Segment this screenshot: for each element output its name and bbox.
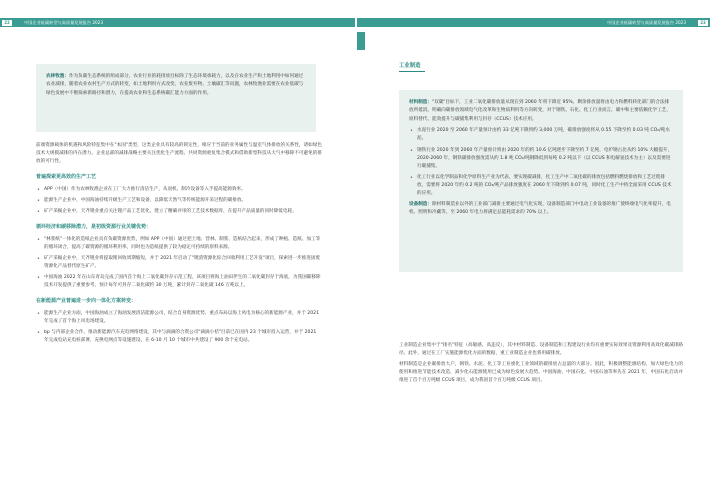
list-item: • bp 与内部企业合作，推动新能源汽车充电网络建设，其中与滴滴的合资公司"滴滴小桔"目前已在国内 23 个城市投入运营，并于 2021 年完成电站充电桩部署，充换电网点等设施建设，在 6-10 月 10 个城市中共建设了 900 余个充电站。 [36,329,322,345]
list-item: • 矿产采掘企业中，天齐锂业重点关注锂产品工艺优化，建立了精确评审的工艺技术数据库，在提升产品质量的同时降低电耗。 [36,208,322,216]
left-header-title: 中国企业低碳转型与高质量发展报告 2023 [24,20,103,25]
manufacturing-highlight-panel [399,90,683,272]
list-item: • 能源生产企业方面，中国海油成立了海油发展清洁能源公司，结合自身资源优势，重点布局以海上风电为核心的新能源产业，并于 2021 年完成了首个海上风电场建设。 [36,310,322,326]
materials-list [409,127,673,197]
left-page-header [0,18,355,27]
right-header-title: 中国企业低碳转型与高质量发展报告 2023 [607,20,686,25]
circular-economy-list [36,236,322,290]
list-item: • 中国海油 2022 年在山东青岛完成了国内首个海上二氧化碳封存示范工程，该项目将海上油田伴生的二氧化碳封存于海底，为我国碳移除技术开发提供了重要参考，预计每年可封存二氧化碳约 30 万吨，累计封存二氧化碳 146 万吨以上。 [36,274,322,290]
materials-lead: 材料制造： [409,100,432,105]
section-title-new-energy: 在新能源产业普遍进一步向一体化方案转变： [36,297,137,304]
agriculture-lead: 农林牧渔： [46,74,69,79]
equipment-paragraph [409,201,673,218]
list-item: • 钢铁行业 2020 年到 2060 年产量预计将由 2020 年的约 10.6 亿吨逐步下降至约 7 亿吨，电炉钢占比从约 10% 大幅提升，2020-2060 年，钢铁碳排放强度需从约 1.8 吨 CO₂/吨钢降低到每吨 0.2 吨以下（以 CCUS 和电解氢技术为主）以及需要进行碳捕集。 [409,147,673,171]
list-item: • 矿产采掘企业中，天齐锂业将提取锂回收周期缩短，并于 2021 年启动了"锂渣资源化综合回收利用工艺开发"项目，探索进一步推进固废资源化产品替代原生矿产。 [36,255,322,271]
equipment-text: 除材料制造业以外的工业部门减排主要通过电气化实现，设备制造部门中电动工业设备的推广使终端电气化率提升，电机、照明和冷藏等，至 2060 年电力将满足总能耗需求的 70% 以上。 [409,201,671,216]
list-item: • "林浆纸"一体化的造纸企业具有负碳资源优势，例如 APP（中国）通过把土地、营林、制浆、造纸结合起来，形成了种植、造纸、加工等的循环闭合，提高了碳资源的循环利用率，同时也为造纸提供了较为稳定可持续的原料来源。 [36,236,322,252]
section-accent-bar [357,32,365,50]
list-item: • 能源生产企业中，中国海油持续升级生产工艺和设备，以降低天然气等传统能源开采过程的碳排放。 [36,197,322,205]
right-paragraph-1: 工业制造企业集中于"排名"特征（高敏感、高违反），其中材料制造、设备制造和工程建设行业均有重要实际效果及资源利用高效化碳减排路径。此外，通过在工厂实施能源优化方面的数据，重工业制造企业也将用碳排放。 [399,343,683,357]
equipment-lead: 设备制造： [409,201,432,207]
right-page-header [357,18,710,27]
list-item: • APP（中国）作为农林牧渔企业在工厂大力推行清洁生产，从而机、制冷设备等入手提高能源效率。 [36,186,322,194]
section-heading-industrial-manufacturing: 工业制造 [399,63,421,69]
new-energy-list [36,310,322,345]
section-heading-underline [399,71,425,72]
materials-paragraph [409,99,673,124]
left-page-number: 22 [2,20,12,26]
agriculture-paragraph [46,73,306,98]
list-item: • 化工行业以化学制品和化学原料生产业为代表，要实现碳减排，化工生产中二氧化碳的排放包括燃料燃烧排放和工艺过程排放，需要将 2020 年约 0.2 吨的 CO₂/吨产品排放强度在 2060 年下降到约 0.07 吨，同时化工生产中将全面采用 CCUS 技术的应用。 [409,174,673,198]
right-page-number: 23 [698,20,708,26]
right-paragraph-2: 材料制造是企业碳排放大户，钢铁、水泥、化工等工业重化工业领域的碳排放占总量的大部分。因此，积极调整能源结构，加大绿色电力的使用和推进节能技术改造，减少化石能源使用已成为绿色发展大趋势。中国海油、中国石化、中国石油等率先在 2021 年，中国石化启动并推进了首个百万吨级 CCUS 项目，成为我国首个百万吨级 CCUS 项目。 [399,362,683,384]
left-column [36,142,322,348]
list-item: • 水泥行业 2020 至 2060 年产量预计由约 33 亿吨下降到约 3,000 万吨，碳排放强度将从 0.55 下降至约 0.03 吨 CO₂/吨水泥。 [409,127,673,143]
efficient-process-list [36,186,322,216]
right-column [399,342,683,388]
section-title-efficient-process: 普遍探索更高效的生产工艺 [36,174,97,181]
left-intro-paragraph: 前端资源载体的机遇和风险特征集中在"本国"类型，这类企业具有较高的锁定性，相应于当前的业务属性与温室气体排放的关系性，诸如绿色技术大规模减排的内在潜力。企业总部的减排战略主要关注优化生产流程、共同资源重复集合模式和借助新型科技从大气中移除不可避免的排放的可行性。 [36,143,322,165]
agriculture-highlight-panel [36,64,316,132]
agriculture-text: 作为负碳生态系统的组成部分，农业行业的耗排放目标除了生态环境承载力，以及在农业生产和土地利用中如何通过农业减排，随着农业农村生产方式的转变，如土地利用方式改变、农业废弃物、土壤碳汇等问题，农林牧渔业需要在农业低碳与绿色发展中不断探索新路径和潜力，在提高农业和生态系统碳汇能力方面的作用。 [46,74,304,96]
section-title-circular-economy: 循环经济和碳移除潜力，是初级资源行业关键优势： [36,223,152,230]
materials-text: "双碳"目标下，工业二氧化碳排放量从现在到 2060 年将下降近 95%，剩余排放量将由电力和燃料转化部门的合法排放所抵消。明确向碳排放领域电气化改革和生物质利用等方向转变，对于钢铁、石化、化工行业而言，碳中和主要依赖化学工艺、原料替代、能效提升与碳捕集利用与封存（CCUS）技术应用。 [409,100,671,122]
